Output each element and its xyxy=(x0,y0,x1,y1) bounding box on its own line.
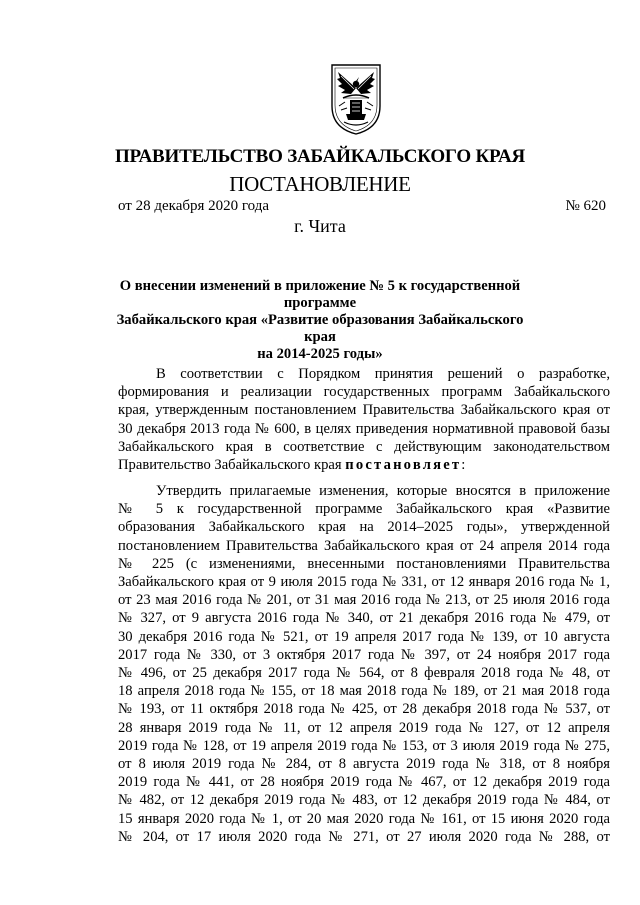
title-line: на 2014-2025 годы» xyxy=(257,346,383,362)
text-line: 30 декабря 2013 года № 600, в целях приведения нормативной правовой базы xyxy=(118,420,610,437)
text-line: от 8 июля 2019 года № 284, от 8 августа 2019 года № 318, от 8 ноября xyxy=(118,756,610,773)
text-line: 2019 года № 441, от 28 ноября 2019 года № 467, от 12 декабря 2019 года xyxy=(118,774,610,791)
document-type: ПОСТАНОВЛЕНИЕ xyxy=(229,172,411,196)
text-line: 28 января 2019 года № 11, от 12 апреля 2019 года № 127, от 12 апреля xyxy=(118,719,610,736)
resolution-paragraph xyxy=(118,482,610,846)
text-line: № 204, от 17 июля 2020 года № 271, от 27 июля 2020 года № 288, от xyxy=(118,828,610,845)
document-title xyxy=(110,278,530,363)
text-line: 18 апреля 2018 года № 155, от 18 мая 2018 года № 189, от 21 мая 2018 года xyxy=(118,683,610,700)
resolution-colon: : xyxy=(461,457,466,474)
text-line: Забайкальского края в соответствие с действующим законодательством xyxy=(118,438,610,455)
resolution-keyword: постановляет xyxy=(345,457,462,474)
text-line: В соответствии с Порядком принятия решений о разработке, xyxy=(156,366,610,382)
text-line: постановлением Правительства Забайкальского края от 24 апреля 2014 года xyxy=(118,537,610,554)
document-number: № 620 xyxy=(565,198,606,214)
text-line: от 23 мая 2016 года № 201, от 31 мая 2016 года № 213, от 25 июля 2016 года xyxy=(118,592,610,609)
text-line: № 5 к государственной программе Забайкальского края «Развитие xyxy=(118,501,610,518)
resolution-prefix: Правительство Забайкальского края xyxy=(118,457,342,474)
text-line: № 496, от 25 декабря 2017 года № 564, от 8 февраля 2018 года № 48, от xyxy=(118,665,610,682)
preamble-paragraph xyxy=(118,365,610,474)
text-line: формирования и реализации государственных программ Забайкальского xyxy=(118,384,610,401)
text-line: № 482, от 12 декабря 2019 года № 483, от 12 декабря 2019 года № 484, от xyxy=(118,792,610,809)
text-line: 30 декабря 2016 года № 521, от 19 апреля 2017 года № 139, от 10 августа xyxy=(118,628,610,645)
document-date: от 28 декабря 2020 года xyxy=(118,198,270,214)
text-line: 15 января 2020 года № 1, от 20 мая 2020 года № 161, от 15 июня 2020 года xyxy=(118,810,610,827)
organization-name: ПРАВИТЕЛЬСТВО ЗАБАЙКАЛЬСКОГО КРАЯ xyxy=(114,146,526,167)
text-line xyxy=(118,456,610,474)
text-line: Забайкальского края от 9 июля 2015 года № 331, от 12 января 2016 года № 1, xyxy=(118,574,610,591)
text-line: Утвердить прилагаемые изменения, которые вносятся в приложение xyxy=(156,483,610,499)
text-line: 2019 года № 128, от 19 апреля 2019 года № 153, от 3 июля 2019 года № 275, xyxy=(118,737,610,754)
text-line: края, утвержденным постановлением Правительства Забайкальского края от xyxy=(118,402,610,419)
title-line: О внесении изменений в приложение № 5 к государственной программе xyxy=(119,278,521,311)
text-line: образования Забайкальского края на 2014–2025 годы», утвержденной xyxy=(118,519,610,536)
text-line: № 327, от 9 августа 2016 года № 340, от 21 декабря 2016 года № 479, от xyxy=(118,610,610,627)
text-line: № 225 (с изменениями, внесенными постановлениями Правительства xyxy=(118,555,610,572)
coat-of-arms-icon xyxy=(329,62,383,136)
text-line: № 193, от 11 октября 2018 года № 425, от 28 декабря 2018 года № 537, от xyxy=(118,701,610,718)
document-city: г. Чита xyxy=(294,216,346,236)
title-line: Забайкальского края «Развитие образования Забайкальского края xyxy=(116,312,524,345)
text-line: 2017 года № 330, от 3 октября 2017 года № 397, от 24 ноября 2017 года xyxy=(118,646,610,663)
